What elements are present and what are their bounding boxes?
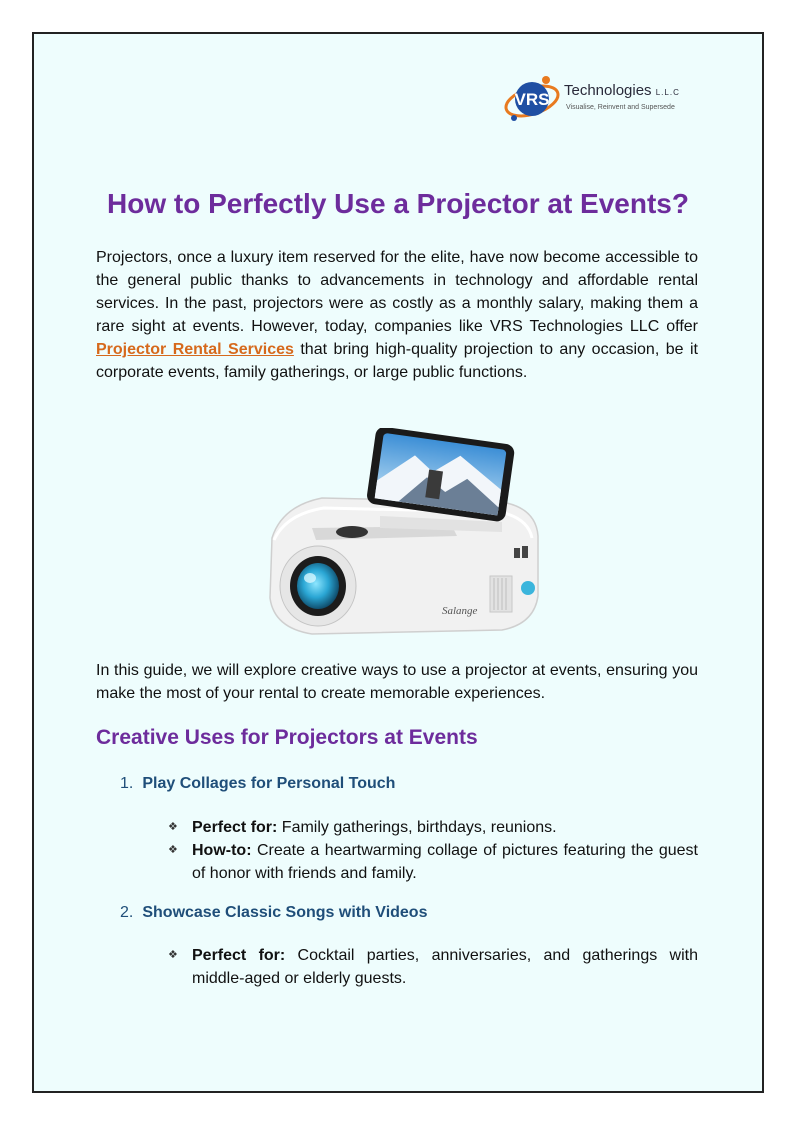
logo-suffix: L.L.C: [655, 88, 680, 97]
section-heading: Creative Uses for Projectors at Events: [96, 726, 478, 749]
bullet-text: Create a heartwarming collage of pictures featuring the guest of honor with friends and family.: [192, 842, 698, 882]
vrs-logo-icon: [502, 72, 564, 126]
list-item-title: Play Collages for Personal Touch: [142, 775, 396, 792]
bullet-diamond-icon: ❖: [168, 949, 178, 961]
bullet-item: [168, 816, 698, 839]
bullet-item: [168, 839, 698, 885]
intro-text-end: that bring high-quality projection to any occasion, be it corporate events, family gatherings, or large public functions.: [96, 341, 698, 381]
logo-mark: VRS: [514, 90, 550, 109]
logo-company-name: [564, 82, 680, 99]
bullet-label: Perfect for:: [192, 947, 286, 964]
bullet-item: [168, 944, 698, 990]
list-item-heading: [120, 775, 395, 793]
bullet-label: How-to:: [192, 842, 252, 859]
intro-paragraph: [96, 246, 698, 384]
bullet-diamond-icon: ❖: [168, 821, 178, 833]
bullet-label: Perfect for:: [192, 819, 278, 836]
bullet-text: Family gatherings, birthdays, reunions.: [277, 819, 557, 836]
intro-text-start: Projectors, once a luxury item reserved for the elite, have now become accessible to the general public thanks to advancements in technology and affordable rental services. In the past, projectors were as costly as a monthly salary, making them a rare sight at events. However, today, companies like VRS Technologies LLC offer: [96, 249, 698, 335]
projector-rental-link[interactable]: Projector Rental Services: [96, 341, 294, 358]
company-logo: [502, 72, 702, 126]
list-number: 1.: [120, 775, 134, 792]
logo-name: Technologies: [564, 82, 652, 99]
projector-with-phone-image: [252, 428, 544, 638]
list-item-heading: [120, 904, 427, 922]
guide-paragraph: In this guide, we will explore creative ways to use a projector at events, ensuring you make the most of your rental to create memorable experiences.: [96, 662, 698, 702]
projector-brand-text: Salange: [442, 605, 478, 617]
logo-tagline: Visualise, Reinvent and Supersede: [566, 104, 675, 111]
bullet-diamond-icon: ❖: [168, 844, 178, 856]
document-page: [32, 32, 764, 1093]
bullet-text: Cocktail parties, anniversaries, and gatherings with middle-aged or elderly guests.: [192, 947, 698, 987]
list-item-title: Showcase Classic Songs with Videos: [142, 904, 428, 921]
page-title: How to Perfectly Use a Projector at Events?: [107, 188, 689, 219]
list-number: 2.: [120, 904, 134, 921]
